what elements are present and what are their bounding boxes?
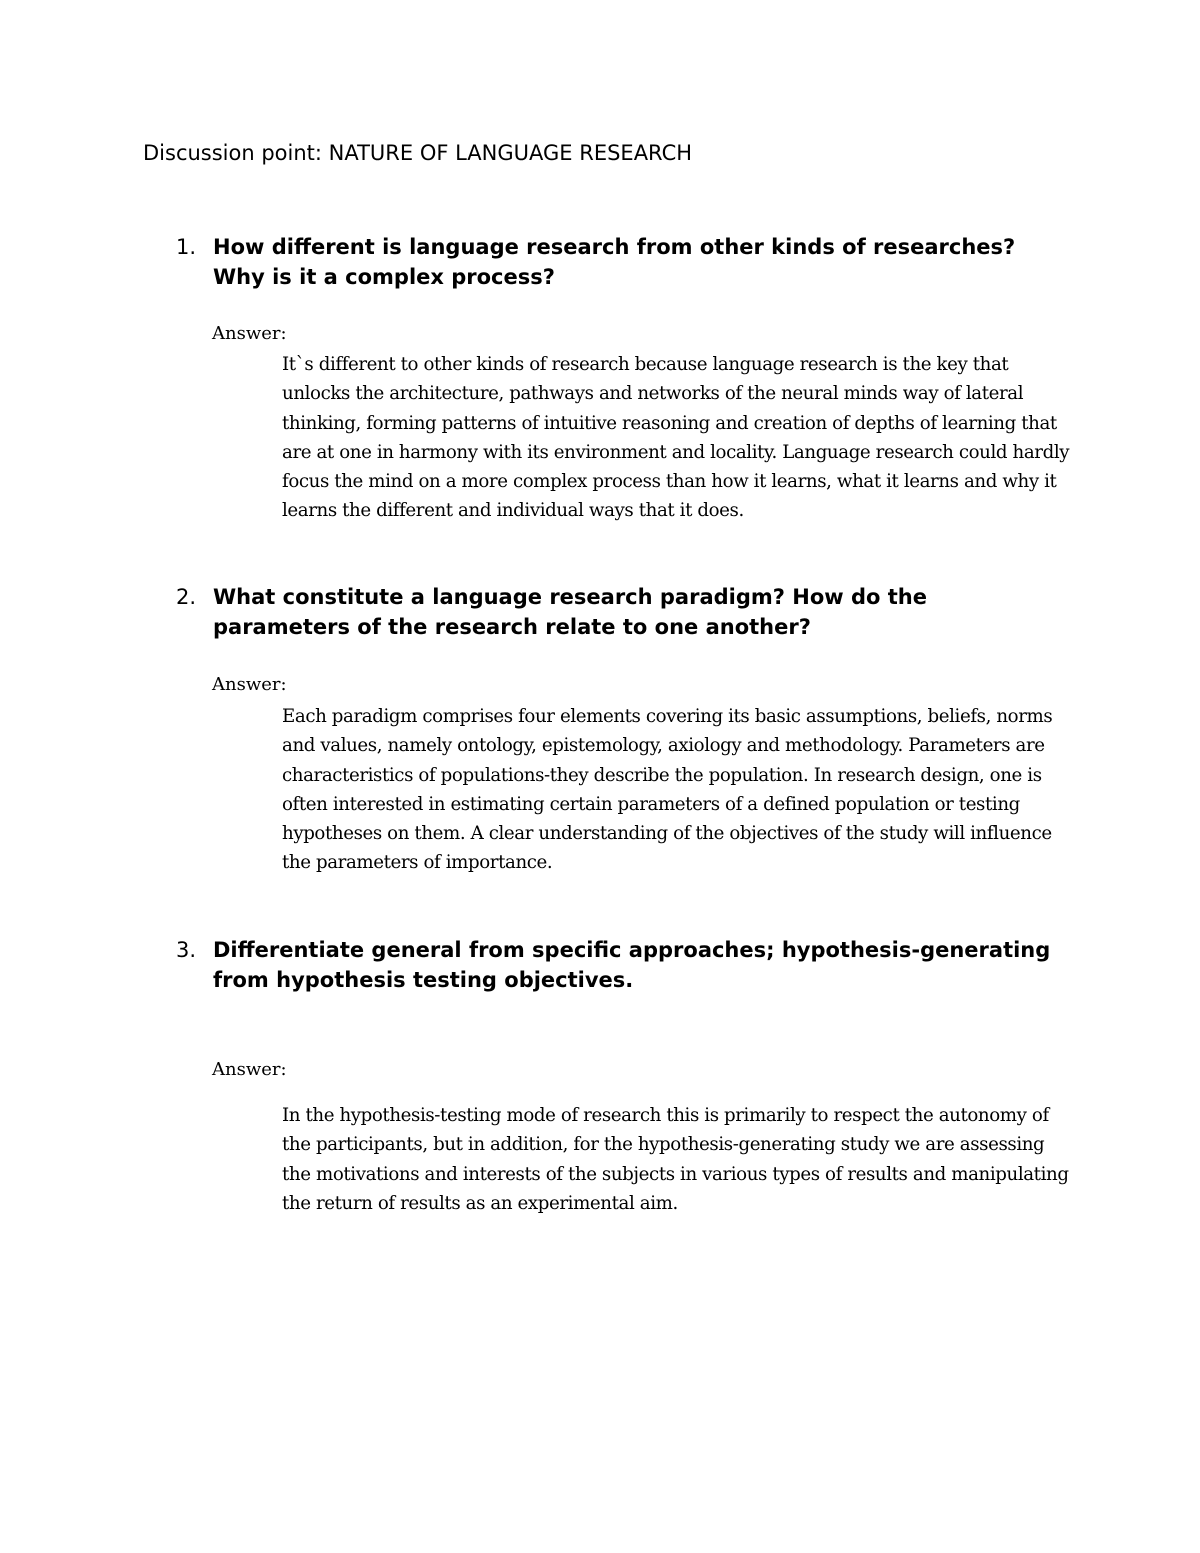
- answer-label: Answer:: [212, 323, 287, 344]
- question-2: [176, 582, 1076, 642]
- question-text: What constitute a language research paradigm? How do the parameters of the research relate to one another?: [213, 585, 927, 639]
- answer-text: Each paradigm comprises four elements covering its basic assumptions, beliefs, norms and values, namely ontology, epistemology, axiology and methodology. Parameters are characteristics of populations-they describe the population. In research design, one is often interested in estimating certain parameters of a defined population or testing hypotheses on them. A clear understanding of the objectives of the study will influence the parameters of importance.: [282, 706, 1053, 874]
- question-3: [176, 935, 1076, 995]
- question-text: Differentiate general from specific approaches; hypothesis-generating from hypothesis testing objectives.: [213, 938, 1051, 992]
- question-number: 2.: [176, 585, 197, 609]
- question-number: 1.: [176, 235, 197, 259]
- question-text: How different is language research from other kinds of researches? Why is it a complex process?: [213, 235, 1016, 289]
- document-title: Discussion point: NATURE OF LANGUAGE RESEARCH: [143, 141, 693, 165]
- answer-label: Answer:: [212, 1059, 287, 1080]
- question-number: 3.: [176, 938, 197, 962]
- answer-label: Answer:: [212, 674, 287, 695]
- question-1: [176, 232, 1076, 292]
- answer-text: In the hypothesis-testing mode of research this is primarily to respect the autonomy of the participants, but in addition, for the hypothesis-generating study we are assessing the motivations and interests of the subjects in various types of results and manipulating the return of results as an experimental aim.: [282, 1105, 1069, 1214]
- answer-text: It`s different to other kinds of research because language research is the key that unlocks the architecture, pathways and networks of the neural minds way of lateral thinking, forming patterns of intuitive reasoning and creation of depths of learning that are at one in harmony with its environment and locality. Language research could hardly focus the mind on a more complex process than how it learns, what it learns and why it learns the different and individual ways that it does.: [282, 354, 1070, 522]
